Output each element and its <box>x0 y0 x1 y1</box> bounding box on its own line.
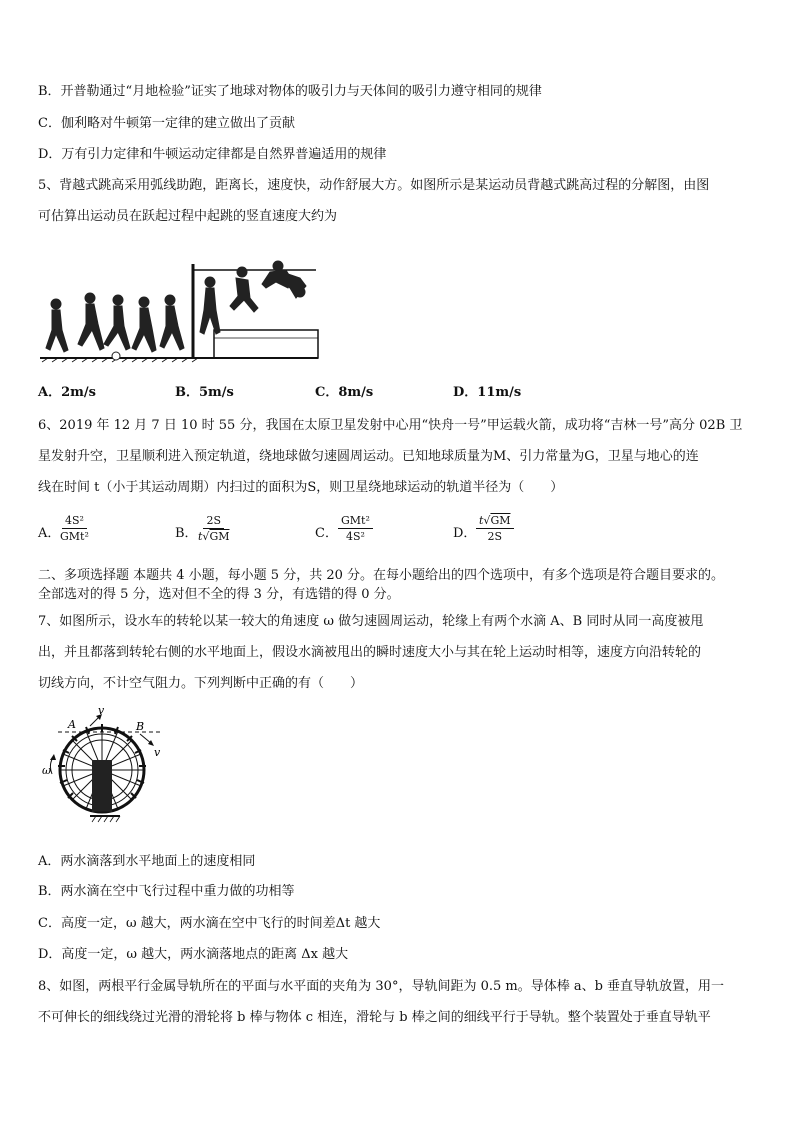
q7-option-c: C．高度一定，ω 越大，两水滴在空中飞行的时间差Δt 越大 <box>38 916 381 931</box>
high-jump-figure <box>38 258 320 366</box>
label-v-right: v <box>154 746 161 759</box>
q6-option-d-label: D． <box>453 526 477 541</box>
q6-option-a-label: A． <box>38 526 61 541</box>
q6-option-c-fraction <box>338 514 373 543</box>
option-d-text: D．万有引力定律和牛顿运动定律都是自然界普遍适用的规律 <box>38 147 387 162</box>
option-b-text: B．开普勒通过“月地检验”证实了地球对物体的吸引力与天体间的吸引力遵守相同的规律 <box>38 84 542 99</box>
q6-option-b-label: B． <box>175 526 198 541</box>
q8-stem-line2: 不可伸长的细线绕过光滑的滑轮将 b 棒与物体 c 相连，滑轮与 b 棒之间的细线平行于导轨。整个装置处于垂直导轨平 <box>38 1010 711 1025</box>
q6-option-d-num-t: t <box>479 514 484 527</box>
q6-option-b-den-radicand: GM <box>209 530 230 543</box>
q6-option-b-numerator: 2S <box>203 514 224 529</box>
q8-stem-line1: 8、如图，两根平行金属导轨所在的平面与水平面的夹角为 30°，导轨间距为 0.5 m。导体棒 a、b 垂直导轨放置，用一 <box>38 979 725 994</box>
q6-option-a-fraction <box>60 514 89 543</box>
q7-stem-line3: 切线方向，不计空气阻力。下列判断中正确的有（ ） <box>38 676 364 691</box>
q5-stem-line2: 可估算出运动员在跃起过程中起跳的竖直速度大约为 <box>38 209 338 224</box>
q6-option-c-numerator: GMt² <box>338 514 373 529</box>
q7-stem-line2: 出，并且都落到转轮右侧的水平地面上，假设水滴被甩出的瞬时速度大小与其在轮上运动时相等，速度方向沿转轮的 <box>38 645 702 660</box>
q6-option-d-num-radicand: GM <box>490 514 511 527</box>
q6-stem-line2: 星发射升空，卫星顺利进入预定轨道，绕地球做匀速圆周运动。已知地球质量为M、引力常量为G，卫星与地心的连 <box>38 449 699 464</box>
option-c-text: C．伽利略对牛顿第一定律的建立做出了贡献 <box>38 116 295 131</box>
q6-option-d-numerator: t√GM <box>476 514 514 529</box>
q6-option-c-label: C． <box>315 526 338 541</box>
q6-option-a-denominator: GMt² <box>60 530 89 543</box>
q5-option-a: A．2m/s <box>38 385 96 400</box>
q5-option-c: C．8m/s <box>315 385 374 400</box>
section2-header-line2: 全部选对的得 5 分，选对但不全的得 3 分，有选错的得 0 分。 <box>38 587 400 602</box>
q5-option-d: D．11m/s <box>453 385 522 400</box>
q5-stem-line1: 5、背越式跳高采用弧线助跑，距离长，速度快，动作舒展大方。如图所示是某运动员背越式跳高过程的分解图，由图 <box>38 178 710 193</box>
q7-option-b: B．两水滴在空中飞行过程中重力做的功相等 <box>38 884 295 899</box>
q6-option-b-denominator: t√GM <box>198 530 230 543</box>
section2-header-line1: 二、多项选择题 本题共 4 小题，每小题 5 分，共 20 分。在每小题给出的四个选项中，有多个选项是符合题目要求的。 <box>38 568 725 583</box>
label-omega: ω <box>42 764 51 777</box>
q7-option-a: A．两水滴落到水平地面上的速度相同 <box>38 854 256 869</box>
q6-option-a-numerator: 4S² <box>62 514 87 529</box>
q6-option-c-denominator: 4S² <box>345 530 365 543</box>
label-b: B <box>136 720 145 733</box>
q6-stem-line3: 线在时间 t（小于其运动周期）内扫过的面积为S，则卫星绕地球运动的轨道半径为（ ） <box>38 480 564 495</box>
q6-stem-line1: 6、2019 年 12 月 7 日 10 时 55 分，我国在太原卫星发射中心用“快舟一号”甲运载火箭，成功将“吉林一号”高分 02B 卫 <box>38 418 743 433</box>
q7-option-d: D．高度一定，ω 越大，两水滴落地点的距离 Δx 越大 <box>38 947 349 962</box>
water-wheel-figure <box>40 704 170 832</box>
q6-option-b-fraction <box>198 514 230 543</box>
q6-option-d-fraction <box>476 514 514 543</box>
q5-option-b: B．5m/s <box>175 385 234 400</box>
label-a: A <box>68 718 76 731</box>
q7-stem-line1: 7、如图所示，设水车的转轮以某一较大的角速度 ω 做匀速圆周运动，轮缘上有两个水滴 A、B 同时从同一高度被甩 <box>38 614 704 629</box>
label-v-top: v <box>98 704 105 717</box>
q6-option-d-denominator: 2S <box>487 530 503 543</box>
q6-option-b-den-t: t <box>198 530 203 543</box>
